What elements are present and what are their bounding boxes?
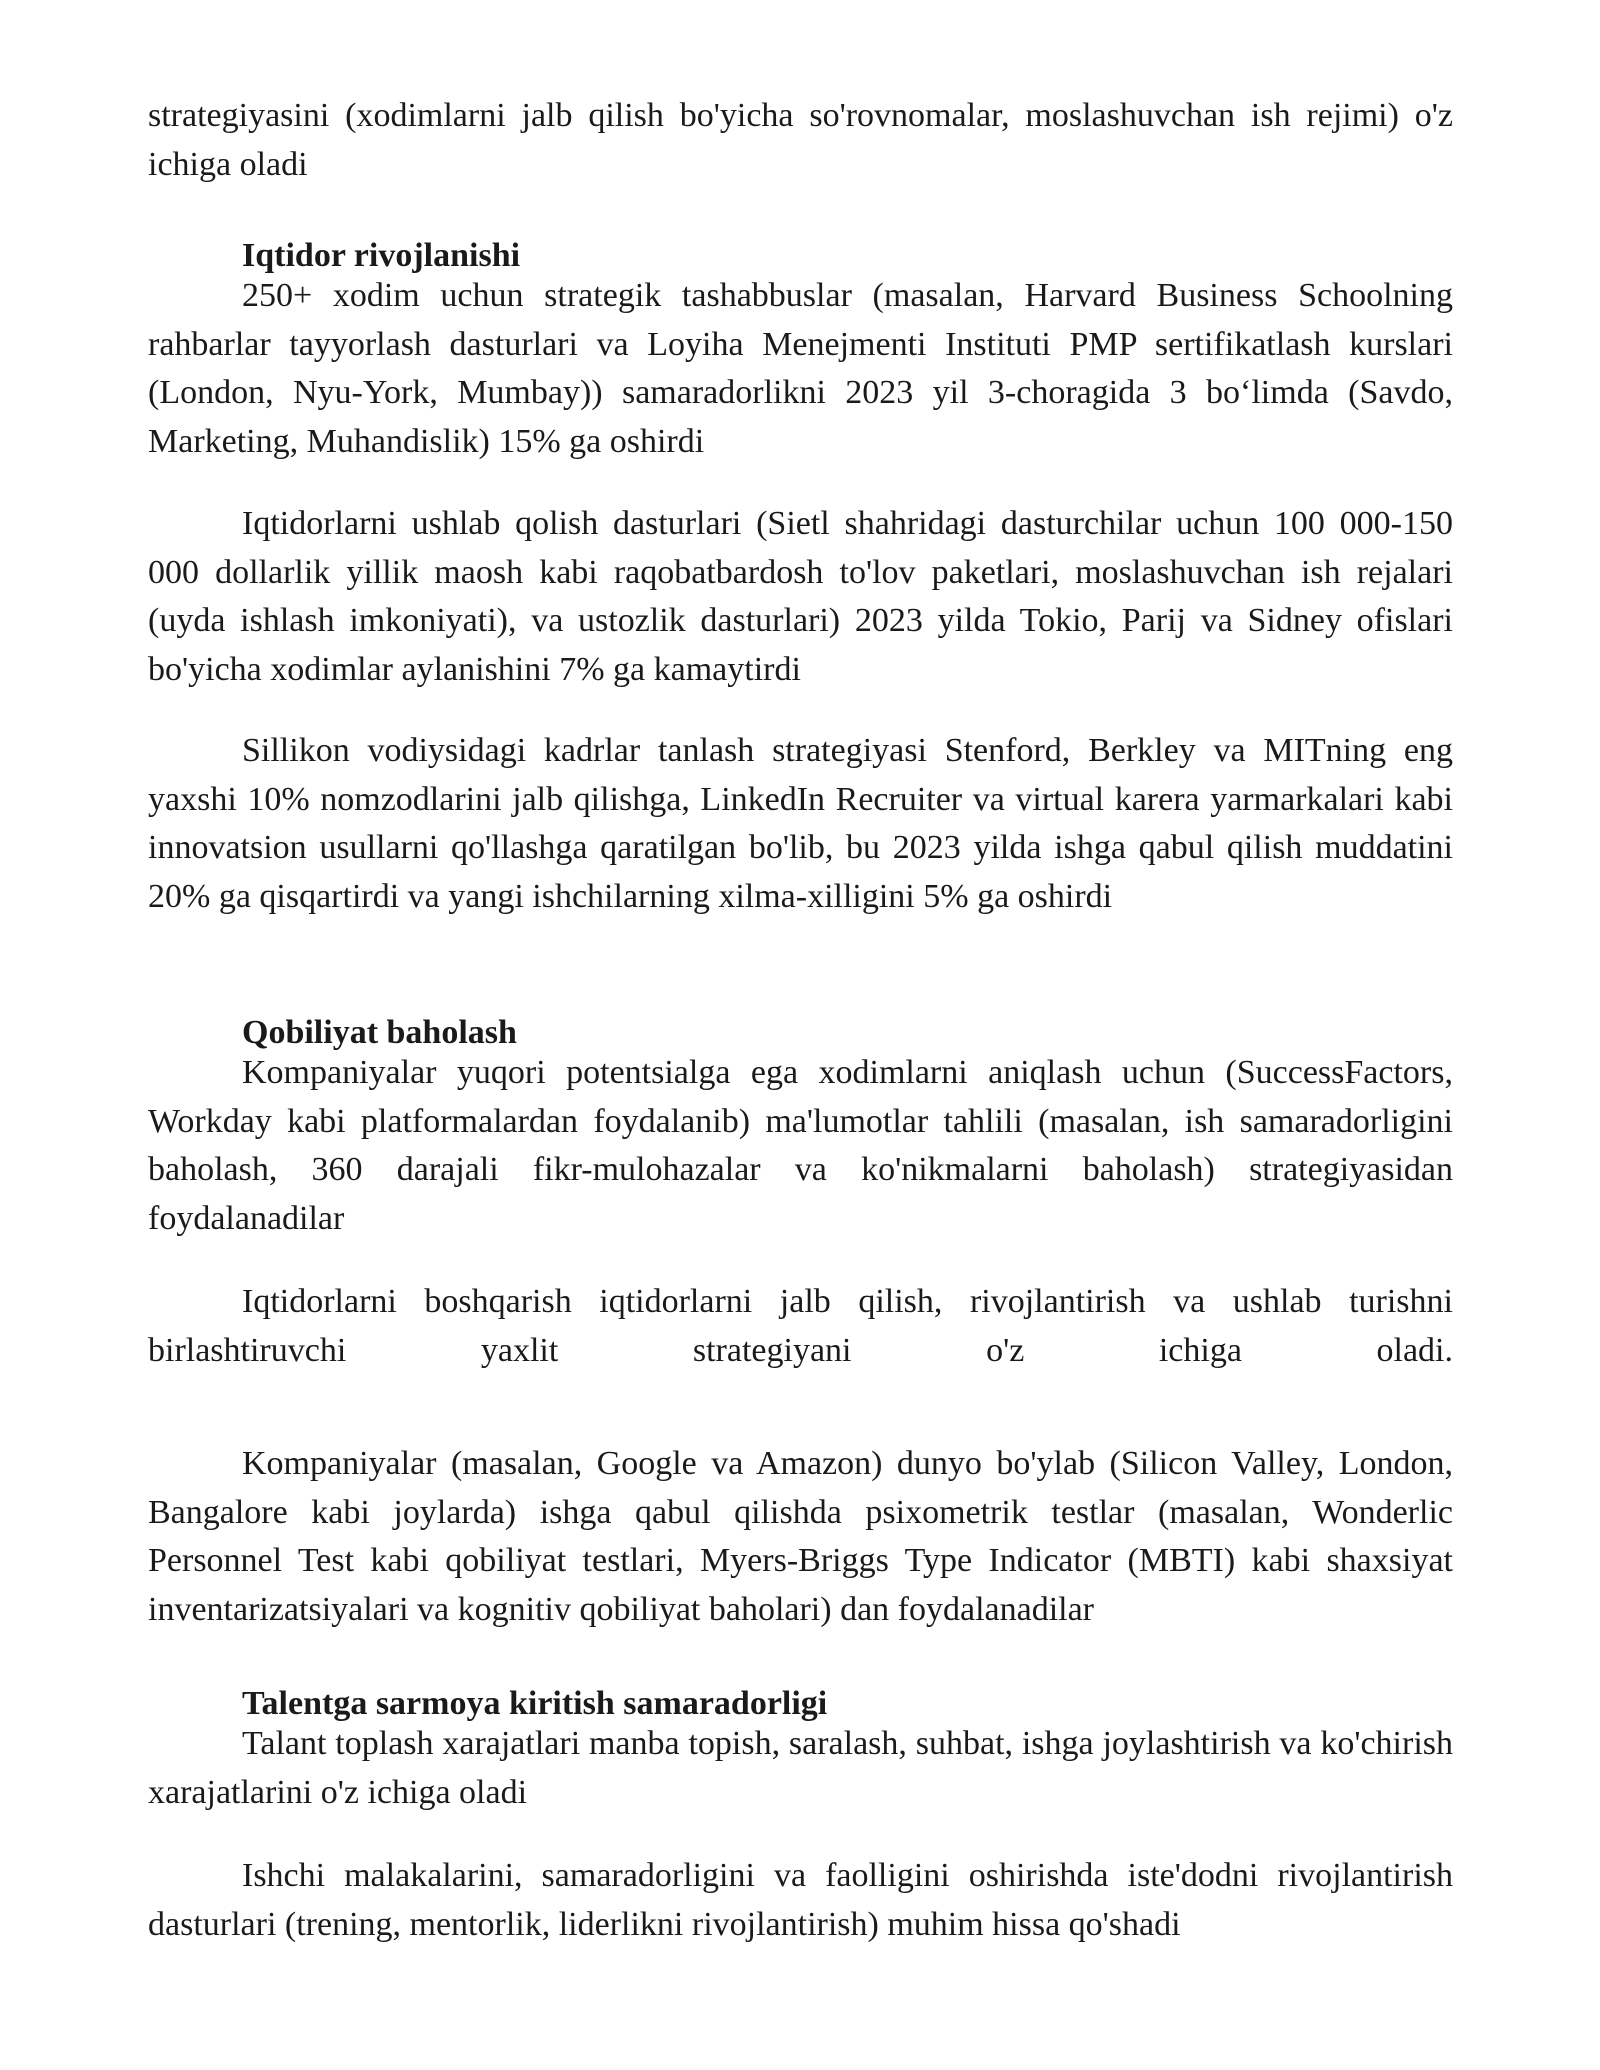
paragraph-intro: strategiyasini (xodimlarni jalb qilish bo'yicha so'rovnomalar, moslashuvchan ish rejimi) o'z ichiga oladi <box>148 97 1453 183</box>
paragraph-retention-programs: Iqtidorlarni ushlab qolish dasturlari (Sietl shahridagi dasturchilar uchun 100 000-150 000 dollarlik yillik maosh kabi raqobatbardosh to'lov paketlari, moslashuvchan ish rejalari (uyda ishlash imkoniyati), va ustozlik dasturlari) 2023 yilda Tokio, Parij va Sidney ofislari bo'yicha xodimlar aylanishini 7% ga kamaytirdi <box>148 505 1453 688</box>
paragraph-recruitment-strategy: Sillikon vodiysidagi kadrlar tanlash strategiyasi Stenford, Berkley va MITning eng yaxshi 10% nomzodlarini jalb qilishga, LinkedIn Recruiter va virtual karera yarmarkalari kabi innovatsion usullarni qo'llashga qaratilgan bo'lib, bu 2023 yilda ishga qabul qilish muddatini 20% ga qisqartirdi va yangi ishchilarning xilma-xilligini 5% ga oshirdi <box>148 732 1453 915</box>
heading-talent-investment: Talentga sarmoya kiritish samaradorligi <box>242 1685 828 1722</box>
paragraph-acquisition-costs: Talant toplash xarajatlari manba topish, saralash, suhbat, ishga joylashtirish va ko'chirish xarajatlarini o'z ichiga oladi <box>148 1725 1453 1811</box>
paragraph-talent-development: 250+ xodim uchun strategik tashabbuslar (masalan, Harvard Business Schoolning rahbarlar tayyorlash dasturlari va Loyiha Menejmenti Instituti PMP sertifikatlash kurslari (London, Nyu-York, Mumbay)) samaradorlikni 2023 yil 3-choragida 3 bo‘limda (Savdo, Marketing, Muhandislik) 15% ga oshirdi <box>148 277 1453 460</box>
paragraph-development-programs: Ishchi malakalarini, samaradorligini va faolligini oshirishda iste'dodni rivojlantirish dasturlari (trening, mentorlik, liderlikni rivojlantirish) muhim hissa qo'shadi <box>148 1857 1453 1943</box>
heading-qobiliyat-baholash: Qobiliyat baholash <box>242 1014 517 1051</box>
paragraph-talent-management: Iqtidorlarni boshqarish iqtidorlarni jalb qilish, rivojlantirish va ushlab turishni birlashtiruvchi yaxlit strategiyani o'z ichiga oladi. <box>148 1283 1453 1369</box>
paragraph-psychometric-tests: Kompaniyalar (masalan, Google va Amazon) dunyo bo'ylab (Silicon Valley, London, Bangalore kabi joylarda) ishga qabul qilishda psixometrik testlar (masalan, Wonderlic Personnel Test kabi qobiliyat testlari, Myers-Briggs Type Indicator (MBTI) kabi shaxsiyat inventarizatsiyalari va kognitiv qobiliyat baholari) dan foydalanadilar <box>148 1445 1453 1628</box>
heading-iqtidor-rivojlanishi: Iqtidor rivojlanishi <box>242 237 521 274</box>
paragraph-ability-assessment: Kompaniyalar yuqori potentsialga ega xodimlarni aniqlash uchun (SuccessFactors, Workday kabi platformalardan foydalanib) ma'lumotlar tahlili (masalan, ish samaradorligini baholash, 360 darajali fikr-mulohazalar va ko'nikmalarni baholash) strategiyasidan foydalanadilar <box>148 1054 1453 1237</box>
